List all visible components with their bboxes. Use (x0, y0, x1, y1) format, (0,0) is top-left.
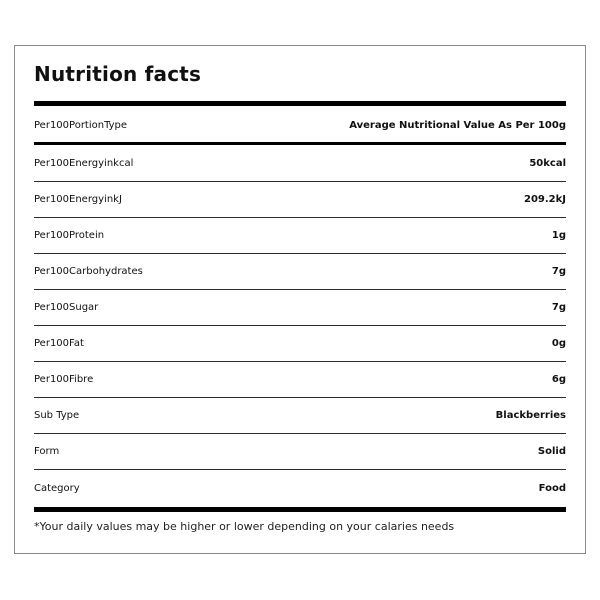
table-row (34, 470, 566, 506)
row-label: Per100Carbohydrates (34, 266, 143, 277)
table-row (34, 182, 566, 218)
row-label: Per100Fibre (34, 374, 94, 385)
row-label: Category (34, 482, 80, 494)
row-value: 6g (551, 374, 566, 385)
bottom-divider (34, 507, 566, 512)
row-label: Per100Energyinkcal (34, 158, 134, 169)
row-label: Per100Sugar (34, 302, 99, 313)
row-value: 1g (551, 230, 566, 241)
header-divider (34, 142, 566, 145)
row-value: Food (538, 482, 566, 494)
footnote: *Your daily values may be higher or lower depending on your calaries needs (34, 520, 455, 533)
top-divider (34, 101, 566, 106)
table-row (34, 362, 566, 398)
table-row (34, 326, 566, 362)
table-row (34, 290, 566, 326)
row-label: Form (34, 446, 60, 457)
table-row (34, 434, 566, 470)
row-label: Per100EnergyinkJ (34, 194, 122, 205)
row-value: 0g (551, 338, 566, 349)
row-label: Per100Fat (34, 338, 84, 349)
row-label: Per100PortionType (34, 120, 128, 131)
table-row (34, 146, 566, 182)
table-row (34, 398, 566, 434)
row-value: 7g (551, 266, 566, 277)
panel-title: Nutrition facts (34, 62, 202, 86)
table-row (34, 254, 566, 290)
nutrition-facts-panel (14, 45, 586, 554)
table-row (34, 108, 566, 144)
row-value: Solid (537, 446, 566, 457)
row-label: Per100Protein (34, 230, 105, 241)
row-value: 50kcal (529, 158, 566, 169)
row-value: 7g (551, 302, 566, 313)
row-label: Sub Type (34, 410, 80, 421)
row-value: Average Nutritional Value As Per 100g (349, 120, 566, 131)
row-value: 209.2kJ (523, 194, 566, 205)
row-value: Blackberries (495, 410, 566, 421)
table-row (34, 218, 566, 254)
